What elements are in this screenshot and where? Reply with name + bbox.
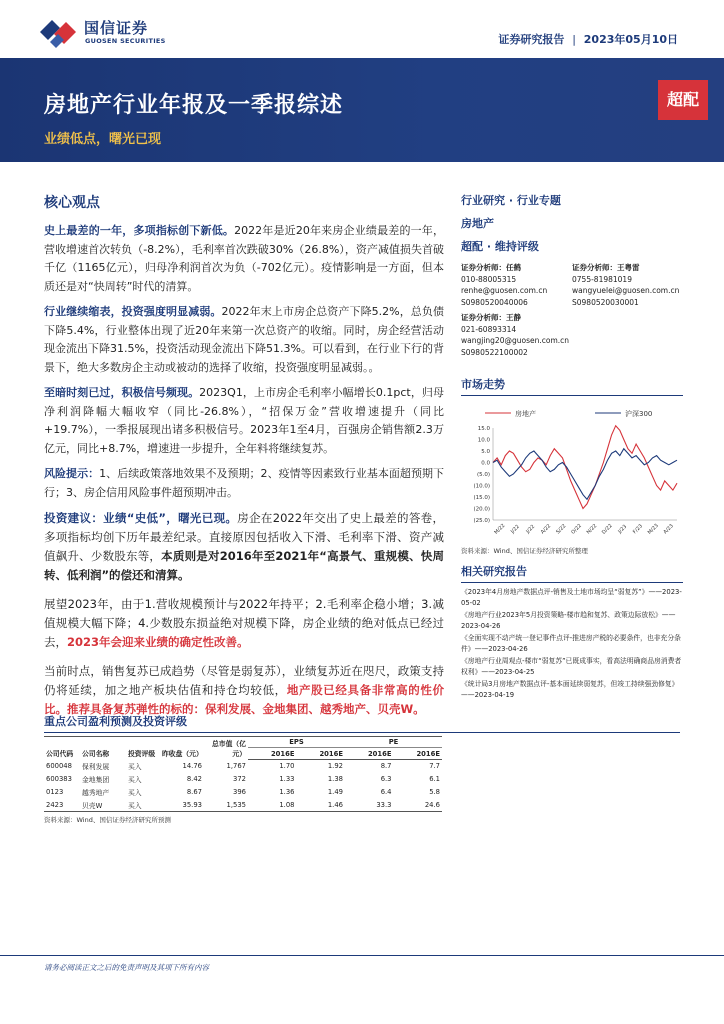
cell-code: 600048 [46,761,72,770]
cell-rating: 买入 [128,788,142,797]
y-tick-label: 0.0 [481,460,490,467]
report-title: 房地产行业年报及一季报综述 [44,93,344,118]
paragraph-body: 2022年是近20年来房企业绩最差的一年，营收增速首次转负（-8.2%），毛利率首次跌破30%（26.8%），资产减值损失首破千亿（1165亿元），归母净利润首次为负（-702亿元）。疫情影响是一方面，但本质还是对“快周转”时代的清算。 [44,224,444,293]
meta-separator: | [572,33,576,46]
industry-rating: 超配 · 维持评级 [461,240,539,253]
cell-eps2: 1.46 [297,798,346,812]
related-report[interactable] [461,633,683,654]
cell-pe1: 6.4 [380,787,392,796]
core-views-section [44,192,444,729]
market-trend-title: 市场走势 [461,376,683,396]
x-tick-label: J/22 [525,523,537,535]
table-source: 资料来源：Wind、国信证券经济研究所预测 [44,816,171,824]
x-tick-label: J/23 [617,523,629,535]
paragraph-lead: 史上最差的一年，多项指标创下新低。 [44,224,235,237]
col-rating: 投资评级 [126,737,160,760]
paragraph-body: 当前时点，销售复苏已成趋势（尽管是弱复苏），业绩复苏近在咫尺，政策支持仍将延续，加之地产板块估值和持仓均较低， [44,664,444,697]
y-tick-label: (20.0) [473,506,490,513]
col-pe-y2: 2016E [394,748,443,759]
cell-eps1: 1.33 [279,774,295,783]
col-eps: EPS [248,737,345,748]
paragraph-body: 房企在2022年交出了史上最差的答卷，多项指标均创下历年最差纪录。直接原因包括收入下滑、毛利率下滑、资产减值飙升、少数股东等， [44,511,445,563]
paragraph-lead: 至暗时刻已过，积极信号频现。 [44,386,200,399]
cell-name: 越秀地产 [82,788,110,797]
cell-code: 0123 [46,787,64,796]
series-line [493,449,677,500]
x-tick-label: M/22 [493,522,507,536]
report-link-title[interactable]: 《房地产行业2023年5月投资策略-楼市趋和复苏、政策边际放松》 [461,611,662,619]
cell-mcap: 1,535 [204,798,248,812]
guosen-logo-icon [38,14,78,48]
footer-disclaimer: 请务必阅读正文之后的免责声明及其项下所有内容 [44,963,209,972]
y-tick-label: 10.0 [477,437,490,444]
analyst-email[interactable]: wangyuelei@guosen.com.cn [572,286,680,295]
forecast-table-title: 重点公司盈利预测及投资评级 [44,713,680,733]
y-tick-label: (15.0) [473,495,490,501]
paragraph-body: 2023Q1，上市房企毛利率小幅增长0.1pct，归母净利润降幅大幅收窄（同比-26.8%），“招保万金”营收增速提升（同比+19.7%），一季报展现出诸多积极信号。2023年1至4月，百强房企销售额2.3万亿元，同比+8.7%，增速进一步提升，全年料将继续复苏。 [44,386,444,455]
col-pe: PE [345,737,442,748]
y-tick-label: (25.0) [473,518,490,524]
related-report[interactable] [461,587,683,608]
paragraph-body: 1、后续政策落地效果不及预期；2、疫情等因素致行业基本面超预期下行；3、房企信用风险事件超预期冲击。 [44,467,445,499]
analyst-title: 证券分析师：王静 [461,313,521,322]
analyst-title: 证券分析师：王粤雷 [572,263,640,272]
related-report[interactable] [461,679,683,700]
cell-rating: 买入 [128,775,142,784]
cell-mcap: 372 [233,774,246,783]
report-link-title[interactable]: 《2023年4月房地产数据点评-销售及土地市场均呈“弱复苏”》 [461,588,649,596]
col-name: 公司名称 [80,737,126,760]
analyst-email[interactable]: renhe@guosen.com.cn [461,286,548,295]
table-row [44,772,442,785]
paragraph-lead: 行业继续缩表，投资强度明显减弱。 [44,305,222,318]
cell-eps1: 1.70 [279,761,295,770]
report-link-date: ——2023-04-25 [481,667,535,676]
recommendation-paragraph [44,662,444,719]
related-report[interactable] [461,656,683,677]
forecast-table [44,736,442,812]
x-tick-label: A/22 [539,523,553,536]
paragraph-highlight: 地产股已经具备非常高的性价比。推荐具备复苏弹性的标的：保利发展、金地集团、越秀地产、贝壳W。 [44,683,444,716]
report-subtitle: 业绩低点，曙光已现 [44,132,162,147]
y-tick-label: 15.0 [477,426,490,432]
cell-rating: 买入 [128,762,142,771]
company-name-cn: 国信证券 [84,19,149,37]
page-header [0,0,724,58]
cell-price: 35.93 [160,798,204,812]
cell-name: 保利发展 [82,762,110,771]
cell-name: 金地集团 [82,775,110,784]
cell-rating: 买入 [126,798,160,812]
report-link-title[interactable]: 《全面实现不动产统一登记事件点评-推进房产税的必要条件，也非充分条件》 [461,634,681,653]
analyst-list [461,262,683,362]
cell-code: 600383 [46,774,72,783]
col-price: 昨收盘（元） [160,737,204,760]
cell-mcap: 1,767 [226,761,246,770]
trend-chart-svg [461,404,683,542]
core-paragraph-1 [44,222,444,296]
report-link-date: ——2023-05-02 [461,588,682,607]
cell-pe2: 5.8 [429,787,440,796]
cell-eps2: 1.38 [327,774,343,783]
analyst-license: S0980522100002 [461,347,528,357]
rating-badge: 超配 [658,80,708,120]
col-eps-y2: 2016E [297,748,346,759]
x-tick-label: S/22 [555,523,568,536]
analyst-phone: 0755-81981019 [572,274,632,284]
industry-name: 房地产 [461,217,494,230]
cell-price: 14.76 [182,761,202,770]
cell-pe1: 33.3 [345,798,394,812]
y-tick-label: 5.0 [481,449,490,455]
col-code: 公司代码 [44,737,80,760]
cell-pe1: 6.3 [380,774,392,783]
analyst-phone: 010-88005315 [461,274,517,284]
analyst-title: 证券分析师：任鹤 [461,263,521,272]
report-category: 行业研究 · 行业专题 [461,194,561,207]
cell-eps1: 1.36 [279,787,295,796]
x-tick-label: D/22 [600,522,614,536]
analyst-email[interactable]: wangjing20@guosen.com.cn [461,336,570,345]
cell-mcap: 396 [233,787,246,796]
analyst-card [461,312,572,358]
outlook-paragraph [44,595,444,652]
x-tick-label: N/22 [585,523,599,536]
risk-paragraph [44,465,444,502]
cell-eps1: 1.08 [248,798,297,812]
related-reports-list [461,587,683,700]
title-banner [0,58,724,162]
paragraph-highlight: 2023年会迎来业绩的确定性改善。 [67,635,249,649]
related-report[interactable] [461,610,683,631]
analyst-card [461,262,572,308]
market-trend-chart [461,404,683,542]
table-row [44,798,442,812]
table-row [44,759,442,772]
cell-code: 2423 [44,798,80,812]
cell-eps2: 1.49 [327,787,343,796]
series-line [493,426,677,509]
report-link-title[interactable]: 《统计局3月房地产数据点评-基本面延续弱复苏，但竣工持续强劲修复》 [461,680,679,688]
investment-advice-paragraph [44,509,444,585]
y-tick-label: (5.0) [476,472,490,478]
y-tick-label: (10.0) [473,483,490,490]
section-title: 核心观点 [44,195,100,211]
report-link-title[interactable]: 《房地产行业周观点-楼市“弱复苏”已既成事实，看高法明确商品房消费者权利》 [461,657,682,676]
paragraph-body: 2022年末上市房企总资产下降5.2%，总负债下降5.4%，行业整体出现了近20年来第一次总资产的收缩。同时，房企经营活动现金流出下降31.5%，投资活动现金流出下降51.3%。可以看到，在行业下行的背景下，绝大多数房企主动或被动的选择了收缩，投资强度明显减弱。。 [44,305,444,374]
cell-pe1: 8.7 [380,761,392,770]
report-type: 证券研究报告 [498,33,565,46]
paragraph-body: 展望2023年，由于1.营收规模预计与2022年持平；2.毛利率企稳小增；3.减值规模大幅下降；4.少数股东损益绝对规模下降，房企业绩的绝对低点已经过去， [44,597,444,649]
cell-name: 贝壳W [80,798,126,812]
report-link-date: ——2023-04-19 [461,690,515,699]
col-eps-y1: 2016E [248,748,297,759]
paragraph-highlight: 本质则是对2016年至2021年“高景气、重规模、快周转、低利润”的偿还和清算。 [44,549,444,582]
legend-label: 沪深300 [625,410,653,418]
cell-price: 8.67 [186,787,202,796]
table-row [44,785,442,798]
report-link-date: ——2023-04-26 [461,611,676,630]
x-tick-label: J/22 [509,523,521,535]
x-tick-label: A/23 [662,523,675,536]
core-paragraph-3 [44,384,444,458]
paragraph-lead: 风险提示： [44,467,100,480]
x-tick-label: F/23 [631,523,644,536]
chart-source: 资料来源：Wind、国信证券经济研究所整理 [461,547,588,555]
col-mcap: 总市值（亿元） [204,737,248,760]
company-name-en: GUOSEN SECURITIES [85,37,166,45]
analyst-license: S0980520040006 [461,297,528,307]
cell-pe2: 7.7 [429,761,440,770]
sidebar [461,192,683,702]
cell-eps2: 1.92 [327,761,343,770]
analyst-card [572,262,683,308]
analyst-phone: 021-60893314 [461,324,517,334]
cell-pe2: 6.1 [429,774,440,783]
report-link-date: ——2023-04-26 [474,644,528,653]
report-meta [498,31,678,47]
report-date: 2023年05月10日 [583,33,678,46]
analyst-license: S0980520030001 [572,297,639,307]
col-pe-y1: 2016E [345,748,394,759]
cell-price: 8.42 [186,774,202,783]
footer-divider [0,955,724,956]
core-paragraph-2 [44,303,444,377]
paragraph-lead: 投资建议：业绩“史低”，曙光已现。 [44,511,238,525]
legend-label: 房地产 [515,410,536,418]
cell-pe2: 24.6 [394,798,443,812]
related-reports-title: 相关研究报告 [461,563,683,583]
x-tick-label: O/22 [570,522,583,536]
x-tick-label: M/23 [646,522,660,536]
